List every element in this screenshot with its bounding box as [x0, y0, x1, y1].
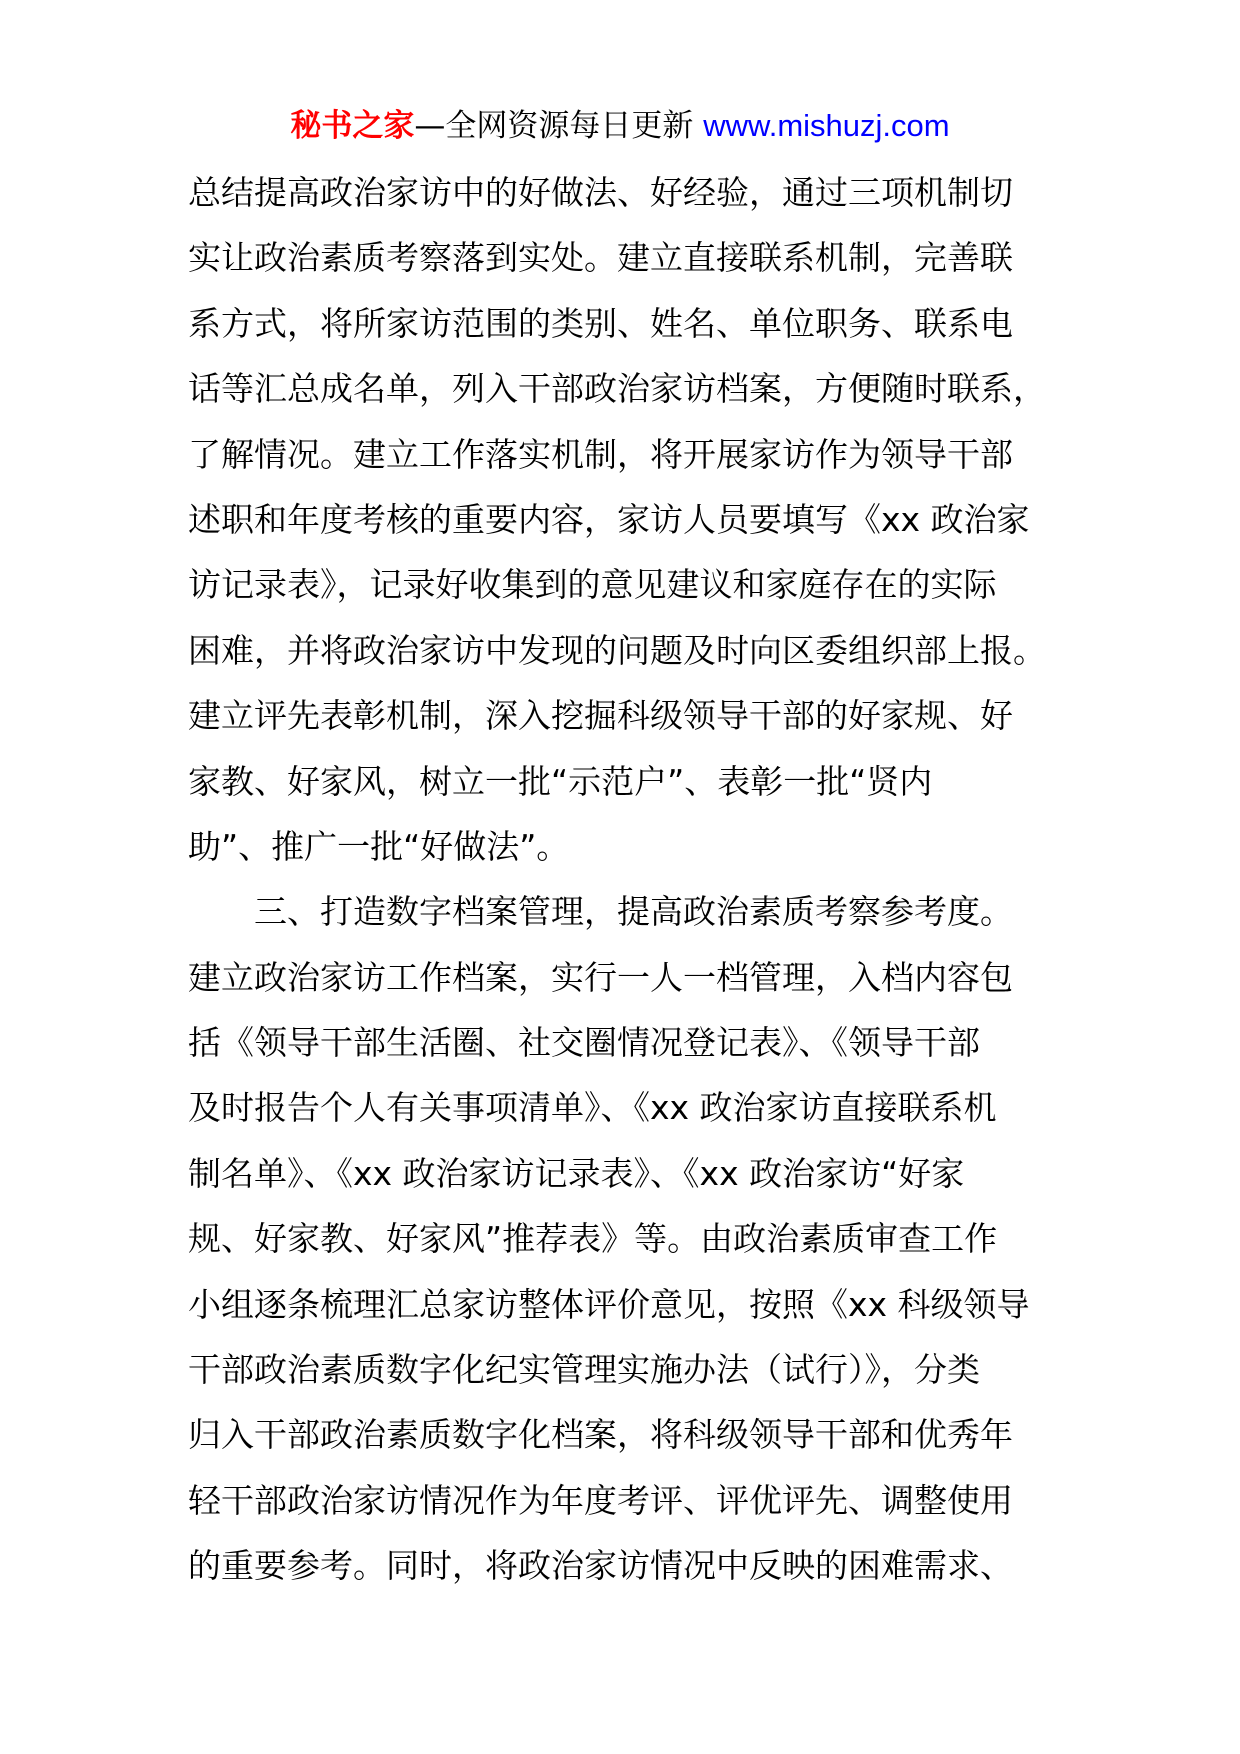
- text-line: 的重要参考。同时，将政治家访情况中反映的困难需求、: [188, 1546, 1013, 1586]
- brand-name[interactable]: 秘书之家: [290, 108, 415, 144]
- document-body: [188, 160, 1068, 1599]
- text-line: 实让政治素质考察落到实处。建立直接联系机制，完善联: [188, 238, 1013, 278]
- text-line: 制名单》、《xx 政治家访记录表》、《xx 政治家访“好家: [188, 1153, 965, 1193]
- text-line: 轻干部政治家访情况作为年度考评、评优评先、调整使用: [188, 1480, 1013, 1520]
- text-line: 话等汇总成名单，列入干部政治家访档案，方便随时联系，: [188, 369, 1046, 409]
- text-line: 归入干部政治素质数字化档案，将科级领导干部和优秀年: [188, 1415, 1013, 1455]
- text-line: 小组逐条梳理汇总家访整体评价意见，按照《xx 科级领导: [188, 1284, 1030, 1324]
- text-line: 建立政治家访工作档案，实行一人一档管理，入档内容包: [188, 957, 1013, 997]
- page-header: [0, 104, 1240, 148]
- text-line: 访记录表》，记录好收集到的意见建议和家庭存在的实际: [188, 565, 997, 605]
- text-line: 家教、好家风，树立一批“示范户”、表彰一批“贤内: [188, 761, 933, 801]
- text-line: 干部政治素质数字化纪实管理实施办法（试行）》，分类: [188, 1350, 980, 1390]
- text-line: 助”、推广一批“好做法”。: [188, 826, 570, 866]
- section-heading: 三、打造数字档案管理，提高政治素质考察参考度。: [254, 892, 1013, 932]
- text-line: 总结提高政治家访中的好做法、好经验，通过三项机制切: [188, 173, 1013, 212]
- website-link[interactable]: www.mishuzj.com: [703, 108, 950, 143]
- text-line: 困难，并将政治家访中发现的问题及时向区委组织部上报。: [188, 630, 1046, 670]
- text-line: 及时报告个人有关事项清单》、《xx 政治家访直接联系机: [188, 1088, 997, 1128]
- text-line: 规、好家教、好家风”推荐表》等。由政治素质审查工作: [188, 1219, 998, 1259]
- text-line: 了解情况。建立工作落实机制，将开展家访作为领导干部: [188, 434, 1013, 474]
- text-line: 系方式，将所家访范围的类别、姓名、单位职务、联系电: [188, 303, 1013, 343]
- text-line: 述职和年度考核的重要内容，家访人员要填写《xx 政治家: [188, 499, 1030, 539]
- text-line: 括《领导干部生活圈、社交圈情况登记表》、《领导干部: [188, 1023, 980, 1063]
- header-tagline: —全网资源每日更新: [414, 108, 704, 144]
- text-line: 建立评先表彰机制，深入挖掘科级领导干部的好家规、好: [188, 696, 1013, 736]
